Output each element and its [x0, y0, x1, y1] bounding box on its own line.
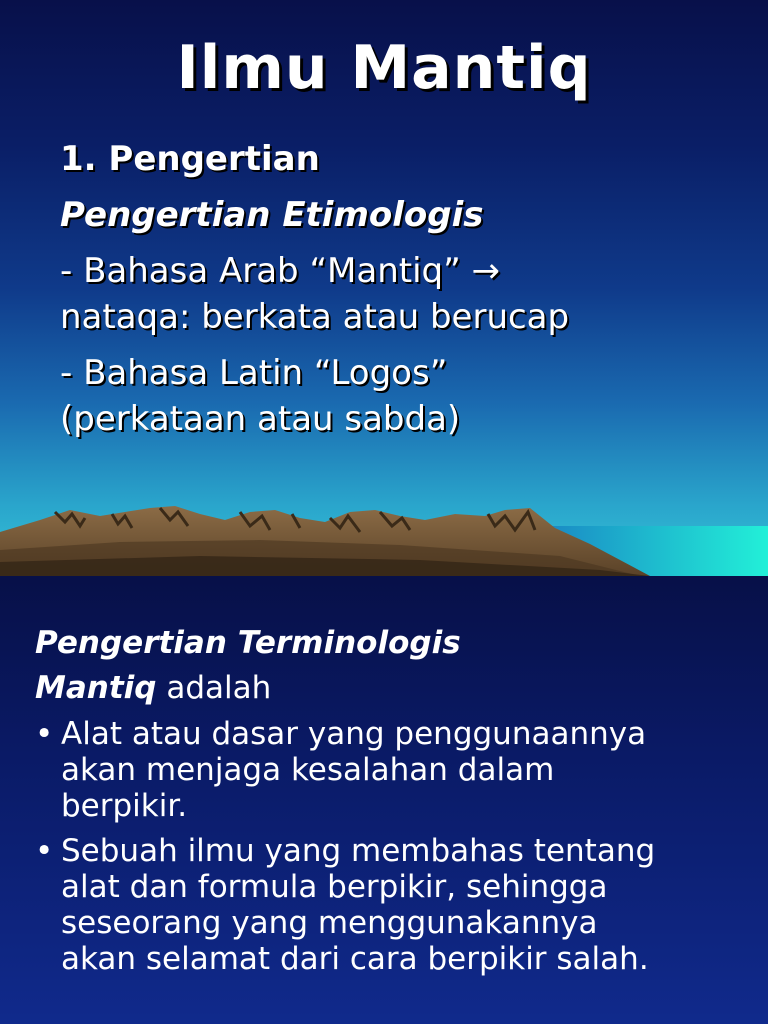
bullet-2-line-1: Sebuah ilmu yang membahas tentang [61, 833, 656, 869]
latin-meaning: (perkataan atau sabda) [60, 399, 461, 439]
mountain-landscape-image [0, 490, 768, 576]
arab-meaning: nataqa: berkata atau berucap [60, 297, 570, 337]
term-mantiq: Mantiq [35, 670, 157, 706]
subheading-terminologis: Pengertian Terminologis [35, 625, 461, 661]
slide-2 [0, 576, 768, 1024]
subheading-etimologis: Pengertian Etimologis [60, 195, 484, 235]
bullet-icon: • [35, 716, 54, 752]
bullet-1-line-3: berpikir. [61, 788, 188, 824]
slide-title: Ilmu Mantiq [176, 33, 592, 103]
bullet-2-line-2: alat dan formula berpikir, sehingga [61, 869, 608, 905]
bullet-1-line-1: Alat atau dasar yang penggunaannya [61, 716, 647, 752]
term-suffix: adalah [156, 670, 272, 706]
section-heading: 1. Pengertian [60, 139, 320, 179]
bullet-2-line-3: seseorang yang menggunakannya [61, 905, 598, 941]
bullet-icon: • [35, 833, 54, 869]
arab-line: - Bahasa Arab “Mantiq” → [60, 251, 501, 291]
bullet-1-line-2: akan menjaga kesalahan dalam [61, 752, 555, 788]
bullet-2-line-4: akan selamat dari cara berpikir salah. [61, 941, 649, 977]
definition-lead [35, 667, 271, 709]
latin-line: - Bahasa Latin “Logos” [60, 353, 448, 393]
